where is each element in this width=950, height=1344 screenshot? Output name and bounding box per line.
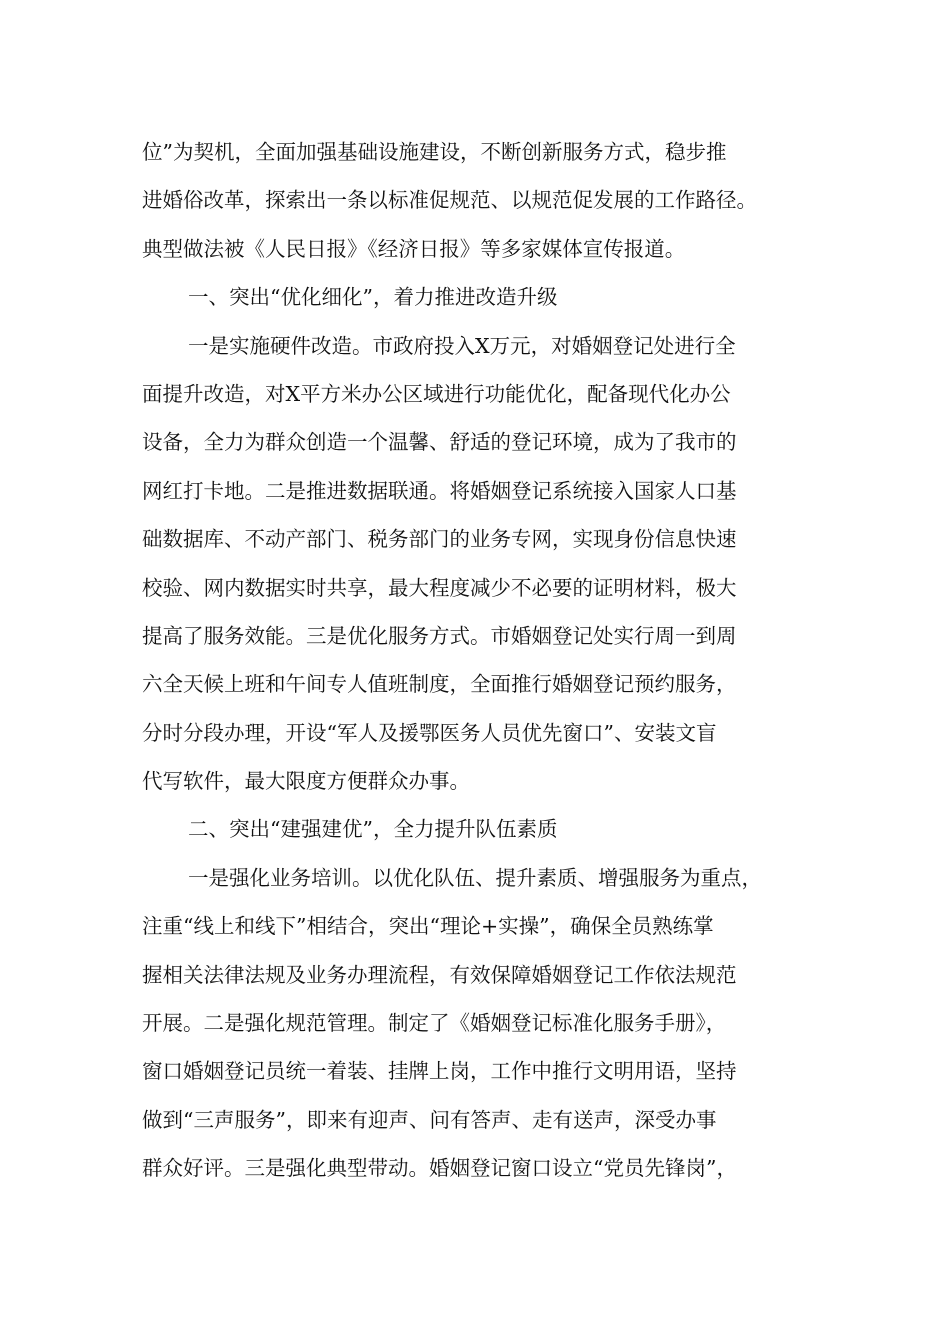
section-heading: 二、突出“建强建优”，全力提升队伍素质 [188, 817, 558, 842]
text-line: 位”为契机，全面加强基础设施建设，不断创新服务方式，稳步推 [142, 140, 727, 164]
text-line: 做到“三声服务”，即来有迎声、问有答声、走有送声，深受办事 [142, 1107, 717, 1132]
text-line: 典型做法被《人民日报》《经济日报》等多家媒体宣传报道。 [142, 236, 686, 261]
text-line: 进婚俗改革，探索出一条以标准促规范、以规范促发展的工作路径。 [142, 188, 757, 213]
text-line: 代写软件，最大限度方便群众办事。 [142, 769, 470, 794]
text-line: 握相关法律法规及业务办理流程，有效保障婚姻登记工作依法规范 [142, 962, 737, 987]
text-line: 础数据库、不动产部门、税务部门的业务专网，实现身份信息快速 [142, 527, 737, 552]
text-line: 设备，全力为群众创造一个温馨、舒适的登记环境，成为了我市的 [142, 430, 737, 455]
section-heading: 一、突出“优化细化”，着力推进改造升级 [188, 285, 558, 310]
text-line: 校验、网内数据实时共享，最大程度减少不必要的证明材料，极大 [142, 575, 737, 600]
paragraph-first-line: 一是强化业务培训。以优化队伍、提升素质、增强服务为重点， [188, 865, 762, 890]
text-line: 面提升改造，对X平方米办公区域进行功能优化，配备现代化办公 [142, 381, 731, 406]
paragraph-first-line: 一是实施硬件改造。市政府投入X万元，对婚姻登记处进行全 [188, 333, 736, 358]
text-line: 提高了服务效能。三是优化服务方式。市婚姻登记处实行周一到周 [142, 623, 737, 648]
document-body [142, 128, 824, 1193]
text-line: 六全天候上班和午间专人值班制度，全面推行婚姻登记预约服务， [142, 672, 737, 697]
text-line: 网红打卡地。二是推进数据联通。将婚姻登记系统接入国家人口基 [142, 478, 737, 503]
text-line: 开展。二是强化规范管理。制定了《婚姻登记标准化服务手册》， [142, 1011, 727, 1036]
text-line: 群众好评。三是强化典型带动。婚姻登记窗口设立“党员先锋岗”， [142, 1156, 737, 1181]
text-line: 窗口婚姻登记员统一着装、挂牌上岗，工作中推行文明用语，坚持 [142, 1059, 737, 1084]
text-line: 分时分段办理，开设“军人及援鄂医务人员优先窗口”、安装文盲 [142, 720, 717, 745]
text-line: 注重“线上和线下”相结合，突出“理论+实操”，确保全员熟练掌 [142, 914, 714, 939]
